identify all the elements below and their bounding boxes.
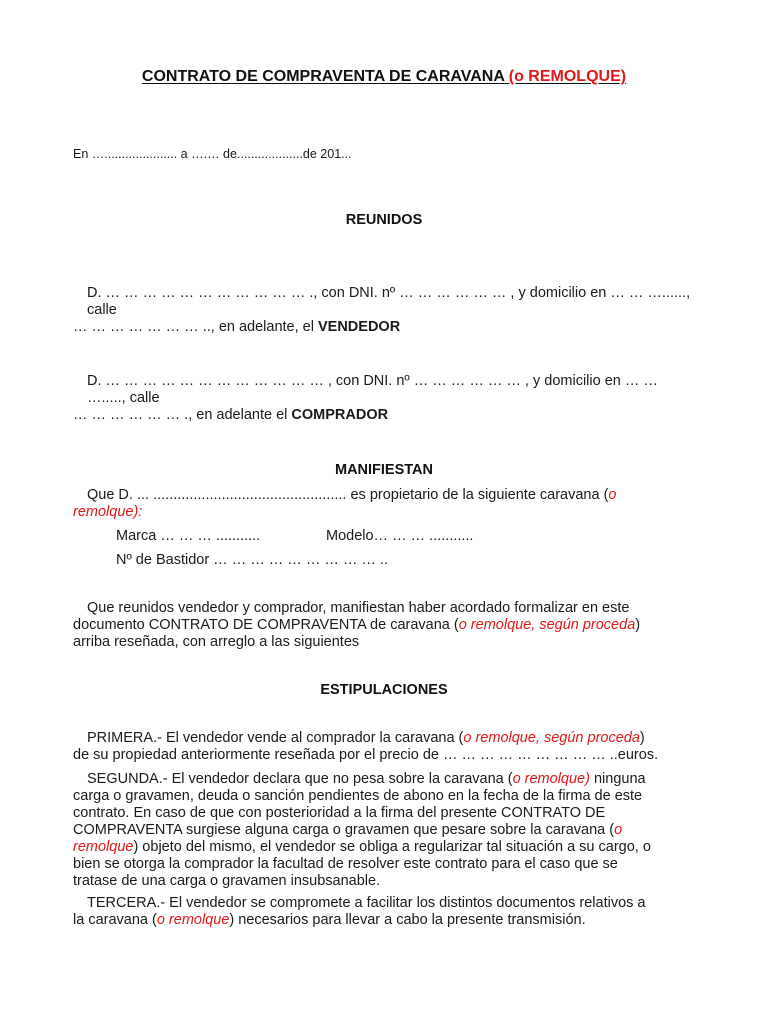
segunda-line-4-text: COMPRAVENTA surgiese alguna carga o gravamen que pesare sobre la caravana ( <box>73 822 615 838</box>
segunda-line-1-end: ninguna <box>589 771 646 787</box>
heading-manifiestan: MANIFIESTAN <box>334 462 433 478</box>
modelo-field: Modelo… … … ........... <box>326 528 474 544</box>
vendedor-role: VENDEDOR <box>317 319 401 335</box>
heading-reunidos: REUNIDOS <box>345 212 423 228</box>
manifiestan-line-2-red: remolque): <box>73 504 143 520</box>
tercera-line-2 <box>73 912 698 929</box>
tercera-line-2-end: ) necesarios para llevar a cabo la presente transmisión. <box>229 912 586 928</box>
primera-line-1 <box>73 730 698 747</box>
manifiestan-paragraph <box>73 487 698 521</box>
acuerdo-line-2 <box>73 617 698 634</box>
segunda-line-7: tratase de una carga o gravamen insubsanable. <box>73 873 381 889</box>
manifiestan-line-2 <box>73 504 698 521</box>
vendedor-line-1: D. … … … … … … … … … … … ., con DNI. nº … … … … … … , y domicilio en … … …......, calle <box>87 285 691 318</box>
acuerdo-line-2-red: o remolque, según proceda <box>458 617 636 633</box>
segunda-line-3: contrato. En caso de que con posterioridad a la firma del presente CONTRATO DE <box>73 805 606 821</box>
segunda-line-5-red: remolque <box>73 839 134 855</box>
tercera-line-2-text: la caravana ( <box>73 912 157 928</box>
primera-line-1-close: ) <box>639 730 645 746</box>
segunda-line-4 <box>73 822 698 839</box>
vendedor-paragraph <box>73 285 698 336</box>
comprador-line-1: D. … … … … … … … … … … … … , con DNI. nº … … … … … … , y domicilio en … … …....., calle <box>87 373 658 406</box>
manifiestan-line-1-text: Que D. ... ................................................ es propietario de la siguiente caravana ( <box>87 487 609 503</box>
segunda-line-1-text: SEGUNDA.- El vendedor declara que no pesa sobre la caravana ( <box>87 771 513 787</box>
date-line: En …..................... a ….… de...................de 201... <box>73 147 352 161</box>
vendedor-line-2 <box>73 319 698 336</box>
primera-line-1-red: o remolque, según proceda <box>463 730 640 746</box>
manifiestan-line-1 <box>73 487 698 504</box>
segunda-line-2: carga o gravamen, deuda o sanción pendientes de abono en la fecha de la firma de este <box>73 788 643 804</box>
title-main: CONTRATO DE COMPRAVENTA DE CARAVANA <box>141 68 505 85</box>
segunda-line-6: bien se otorga la comprador la facultad de resolver este contrato para el caso que se <box>73 856 618 872</box>
segunda-line-5-text: ) objeto del mismo, el vendedor se obliga a regularizar tal situación a su cargo, o <box>133 839 651 855</box>
segunda-line-4-red: o <box>614 822 623 838</box>
tercera-paragraph <box>73 895 698 929</box>
primera-paragraph <box>73 730 698 764</box>
marca-field: Marca … … … ........... <box>116 528 261 544</box>
primera-line-2: de su propiedad anteriormente reseñada por el precio de … … … … … … … … … ..euros. <box>73 747 659 763</box>
comprador-role: COMPRADOR <box>291 407 389 423</box>
manifiestan-line-1-red: o <box>608 487 617 503</box>
segunda-line-1 <box>73 771 698 788</box>
tercera-line-1: TERCERA.- El vendedor se compromete a facilitar los distintos documentos relativos a <box>87 895 646 911</box>
vendedor-line-2-text: … … … … … … … .., en adelante, el <box>73 319 318 335</box>
tercera-line-2-red: o remolque <box>156 912 230 928</box>
title-red-note: (o REMOLQUE) <box>508 68 627 85</box>
segunda-line-1-red: o remolque) <box>512 771 590 787</box>
segunda-line-5 <box>73 839 698 856</box>
bastidor-field: Nº de Bastidor … … … … … … … … … .. <box>116 552 388 568</box>
comprador-paragraph <box>73 373 698 424</box>
heading-estipulaciones: ESTIPULACIONES <box>320 682 448 698</box>
acuerdo-line-1: Que reunidos vendedor y comprador, manifiestan haber acordado formalizar en este <box>87 600 630 616</box>
primera-line-1-text: PRIMERA.- El vendedor vende al comprador la caravana ( <box>87 730 464 746</box>
comprador-line-2-text: … … … … … … ., en adelante el <box>73 407 292 423</box>
segunda-paragraph <box>73 771 698 890</box>
comprador-line-2 <box>73 407 698 424</box>
document-title <box>0 68 768 86</box>
acuerdo-line-2-close: ) <box>635 617 641 633</box>
acuerdo-line-2-text: documento CONTRATO DE COMPRAVENTA de caravana ( <box>73 617 459 633</box>
acuerdo-paragraph <box>73 600 698 651</box>
acuerdo-line-3: arriba reseñada, con arreglo a las siguientes <box>73 634 360 650</box>
